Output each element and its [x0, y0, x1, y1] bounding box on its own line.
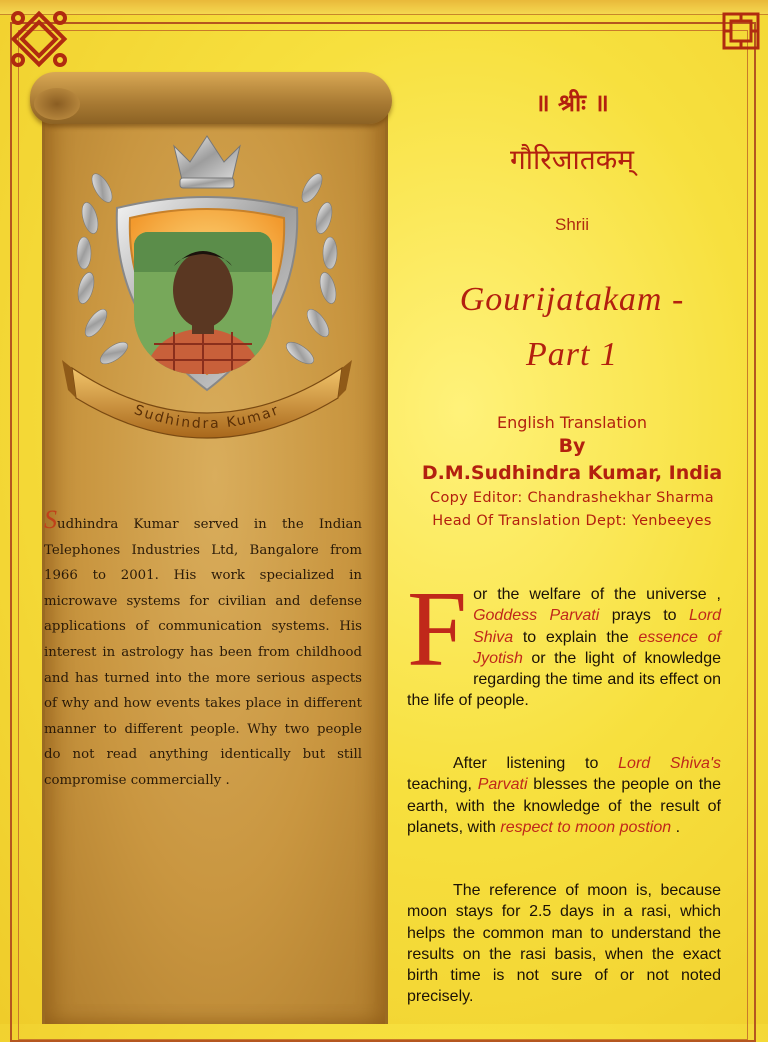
endless-knot-icon — [10, 10, 68, 68]
p2-emphasis-2: Parvati — [477, 776, 528, 794]
shrii-label: Shrii — [554, 215, 589, 234]
p2-text-3: blesses the people on the earth, with the knowledge of the result of planets, with — [407, 776, 721, 836]
meander-knot-icon — [718, 8, 764, 54]
top-border-band — [0, 0, 768, 15]
p2-text-4: . — [671, 818, 681, 836]
title-line-2: Part 1 — [526, 336, 618, 373]
p1-text-2: prays to — [599, 607, 689, 625]
author-name: D.M.Sudhindra Kumar, India — [421, 462, 723, 484]
paragraph-3: The reference of moon is, because moon stays for 2.5 days in a rasi, which helps the common man to understand the results on the rasi basis, when the exact birth time is not sure of or not noted precisely. — [407, 882, 721, 1006]
title-line-1: Gourijatakam - — [459, 281, 685, 318]
p1-emphasis-3: essence of Jyotish — [473, 628, 721, 667]
title-devanagari: गौरिजातकम् — [510, 143, 634, 176]
scroll-top-roll — [30, 72, 392, 124]
p1-emphasis-1: Goddess Parvati — [473, 607, 600, 625]
paragraph-1 — [407, 570, 721, 712]
p1-text-4: or the light of knowledge regarding the time and its effect on the life of people. — [407, 649, 721, 710]
p2-text-1: After listening to — [453, 755, 619, 772]
by-label: By — [558, 435, 586, 457]
scroll-roll-end — [34, 88, 80, 120]
crest-banner-name: Sudhindra Kumar — [131, 402, 283, 433]
paragraph-dropcap: F — [407, 570, 468, 689]
shri-devanagari: ॥ श्रीः ॥ — [535, 89, 609, 117]
bio-dropcap: S — [44, 505, 57, 534]
page-title — [392, 272, 752, 382]
p1-text-3: to explain the — [513, 628, 639, 646]
p2-emphasis-3: respect to moon postion — [500, 818, 672, 836]
author-bio — [44, 505, 362, 794]
p1-emphasis-2: Lord Shiva — [473, 607, 721, 646]
english-translation-label: English Translation — [496, 413, 648, 432]
head-of-translation: Head Of Translation Dept: Yenbeeyes — [432, 513, 712, 529]
p2-emphasis-1: Lord Shiva's — [618, 755, 722, 772]
author-portrait-image — [134, 232, 272, 374]
paragraph-2 — [407, 753, 721, 838]
p1-text-1: or the welfare of the universe , — [473, 586, 721, 603]
author-portrait — [134, 232, 272, 374]
bio-text: udhindra Kumar served in the Indian Telephones Industries Ltd, Bangalore from 1966 to 2001. His work specialized in microwave systems for civilian and defense applications of communication systems. His interest in astrology has been from childhood and has turned into the more serious aspects of why and how events takes place in different manner to different people. Why two people do not read anything identically but still compromise commercially . — [44, 517, 362, 788]
copy-editor: Copy Editor: Chandrashekhar Sharma — [430, 490, 714, 506]
p2-text-2: teaching, — [407, 776, 478, 794]
